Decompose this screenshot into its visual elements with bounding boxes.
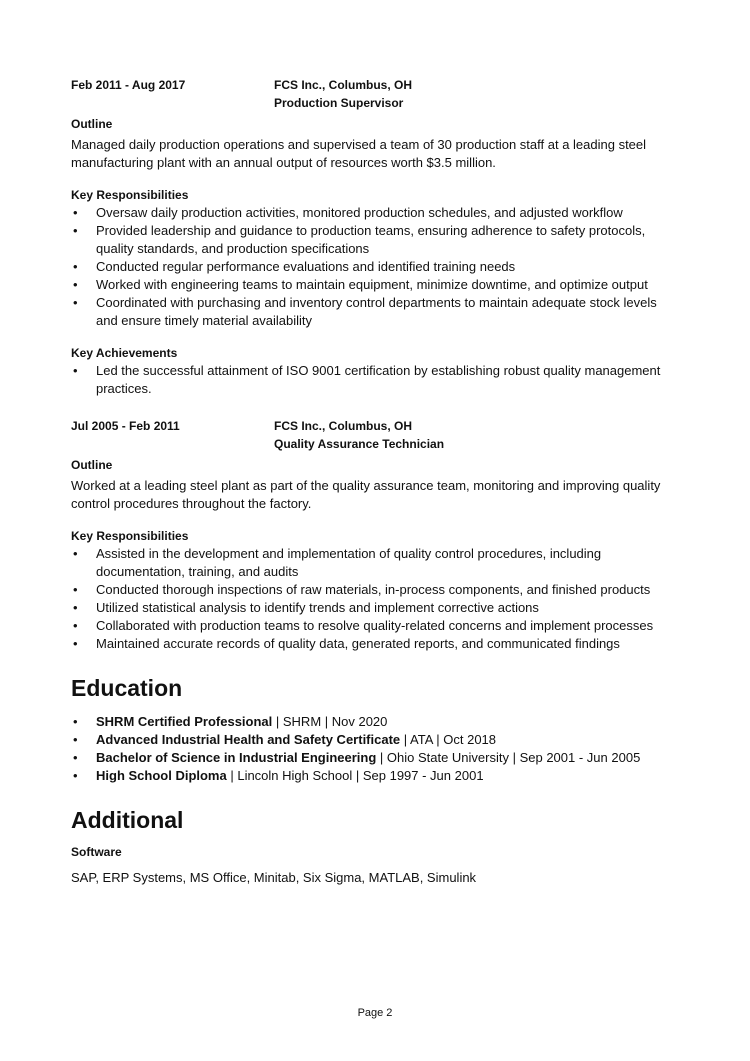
education-detail: | Lincoln High School | Sep 1997 - Jun 2001 (226, 768, 484, 783)
list-item: • Worked with engineering teams to maintain equipment, minimize downtime, and optimize output (71, 276, 681, 294)
education-detail: | SHRM | Nov 2020 (272, 714, 388, 729)
list-item (71, 749, 681, 767)
list-item: • Assisted in the development and implementation of quality control procedures, including documentation, training, and audits (71, 545, 681, 581)
outline-label: Outline (71, 117, 113, 131)
software-label: Software (71, 845, 122, 859)
education-list (71, 713, 681, 785)
job-entry (71, 76, 681, 398)
job-company: FCS Inc., Columbus, OH (274, 419, 413, 433)
responsibilities-label: Key Responsibilities (71, 188, 189, 202)
job-header (71, 417, 681, 453)
list-item: • Maintained accurate records of quality data, generated reports, and communicated findings (71, 635, 681, 653)
achievements-label: Key Achievements (71, 346, 178, 360)
software-list: SAP, ERP Systems, MS Office, Minitab, Six Sigma, MATLAB, Simulink (71, 870, 477, 885)
job-title: Quality Assurance Technician (274, 437, 445, 451)
outline-text: Managed daily production operations and supervised a team of 30 production staff at a leading steel manufacturing plant with an annual output of resources worth $3.5 million. (71, 137, 647, 170)
page-number: Page 2 (357, 1007, 393, 1019)
section-heading: Education (71, 675, 183, 701)
list-item: • Provided leadership and guidance to production teams, ensuring adherence to safety protocols, quality standards, and production specifications (71, 222, 681, 258)
job-dates: Feb 2011 - Aug 2017 (71, 78, 186, 92)
job-entry (71, 417, 681, 653)
education-name: Bachelor of Science in Industrial Engineering (96, 750, 377, 765)
list-item (71, 713, 681, 731)
education-name: SHRM Certified Professional (96, 714, 273, 729)
education-detail: | Ohio State University | Sep 2001 - Jun 2005 (376, 750, 641, 765)
education-name: High School Diploma (96, 768, 227, 783)
list-item: • Coordinated with purchasing and inventory control departments to maintain adequate stock levels and ensure timely material availability (71, 294, 681, 330)
responsibilities-list (71, 204, 681, 330)
list-item (71, 731, 681, 749)
job-dates: Jul 2005 - Feb 2011 (71, 419, 180, 433)
education-detail: | ATA | Oct 2018 (400, 732, 497, 747)
job-meta (274, 417, 444, 453)
list-item: • Conducted regular performance evaluations and identified training needs (71, 258, 681, 276)
list-item: • Led the successful attainment of ISO 9001 certification by establishing robust quality management practices. (71, 362, 681, 398)
job-title: Production Supervisor (274, 96, 404, 110)
education-name: Advanced Industrial Health and Safety Certificate (96, 732, 401, 747)
job-meta (274, 76, 412, 112)
outline-label: Outline (71, 458, 113, 472)
resume-page (71, 76, 681, 887)
responsibilities-label: Key Responsibilities (71, 529, 189, 543)
list-item (71, 767, 681, 785)
list-item: • Conducted thorough inspections of raw materials, in-process components, and finished products (71, 581, 681, 599)
outline-text: Worked at a leading steel plant as part of the quality assurance team, monitoring and improving quality control procedures throughout the factory. (71, 478, 661, 511)
list-item: • Collaborated with production teams to resolve quality-related concerns and implement processes (71, 617, 681, 635)
education-section (71, 673, 681, 785)
responsibilities-list (71, 545, 681, 653)
list-item: • Oversaw daily production activities, monitored production schedules, and adjusted workflow (71, 204, 681, 222)
additional-section (71, 805, 681, 887)
job-header (71, 76, 681, 112)
section-heading: Additional (71, 807, 184, 833)
achievements-list (71, 362, 681, 398)
job-company: FCS Inc., Columbus, OH (274, 78, 413, 92)
list-item: • Utilized statistical analysis to identify trends and implement corrective actions (71, 599, 681, 617)
